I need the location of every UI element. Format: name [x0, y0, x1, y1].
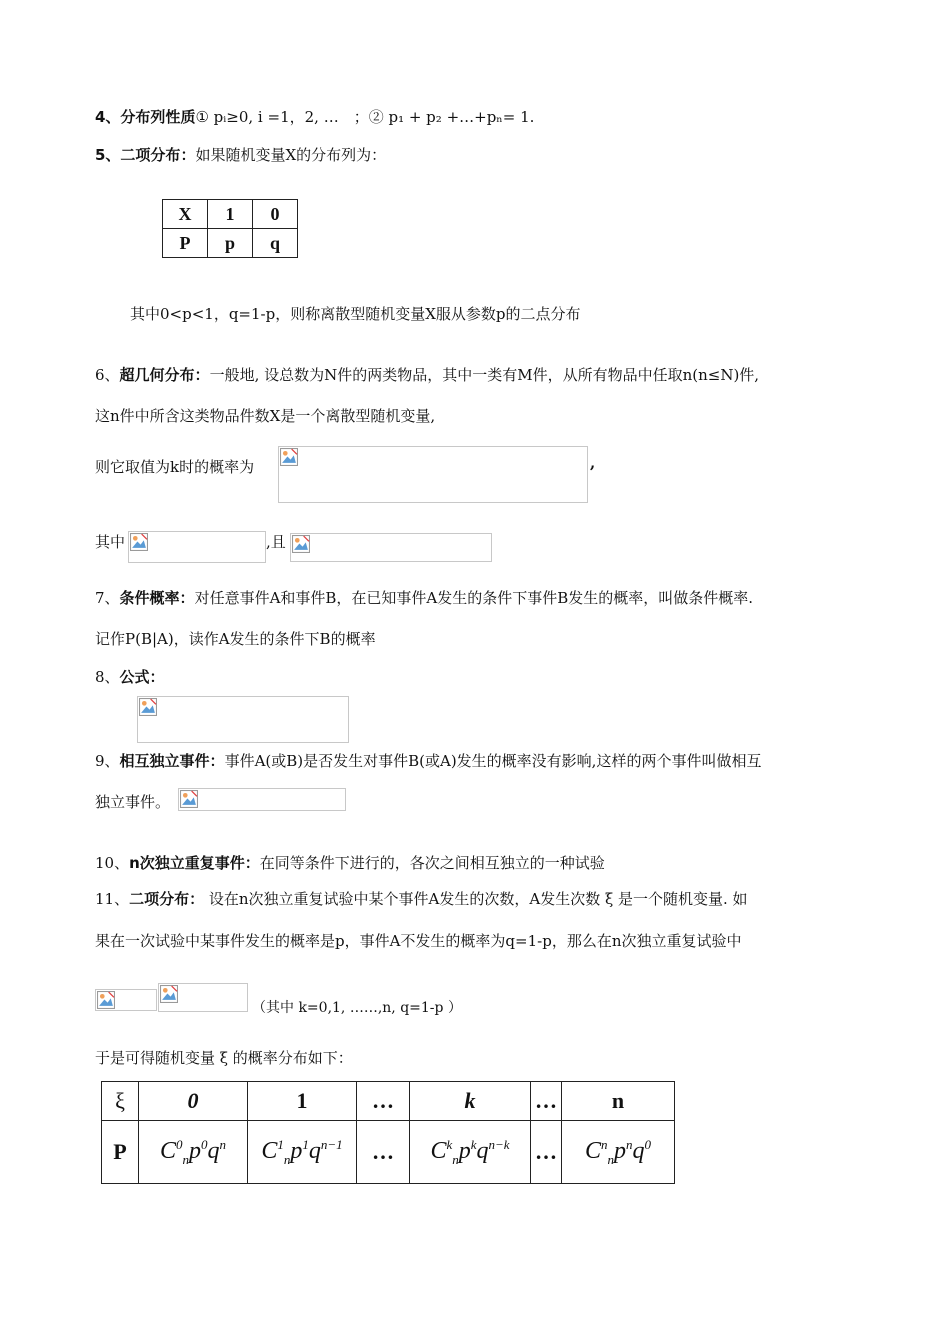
probability-formula: $C^n_np^nq^0$ [584, 1136, 651, 1167]
table-cell [139, 1121, 248, 1184]
item-5-text: 如果随机变量X的分布列为： [195, 146, 387, 164]
item-7-prefix: 7、 [95, 589, 120, 607]
item-9-line-1 [95, 750, 761, 771]
item-9-line-2: 独立事件。 [95, 793, 171, 811]
item-9-heading: 相互独立事件： [119, 752, 225, 770]
table-row [163, 200, 298, 229]
conditional-probability-formula-image [137, 696, 349, 743]
broken-image-icon [180, 790, 198, 808]
item-11-text-1: 设在n次独立重复试验中某个事件A发生的次数，A发生次数 ξ 是一个随机变量. 如 [204, 890, 748, 908]
binomial-distribution-table [101, 1081, 675, 1184]
table-cell: 1 [208, 200, 253, 229]
item-10 [95, 852, 605, 873]
item-6-comma: , [590, 454, 596, 472]
probability-formula: $C^0_np^0q^n$ [159, 1136, 226, 1167]
item-6-and: ,且 [266, 533, 286, 551]
table-cell: 0 [139, 1082, 248, 1121]
table-cell: 1 [248, 1082, 357, 1121]
item-11-line-3: （其中 k=0,1, ……,n, q=1-p ） [252, 1000, 462, 1016]
two-point-distribution-table [162, 199, 298, 258]
item-10-prefix: 10、 [95, 854, 130, 872]
item-6-prefix: 6、 [95, 366, 120, 384]
item-9-prefix: 9、 [95, 752, 120, 770]
item-7-heading: 条件概率： [119, 589, 195, 607]
table-cell: … [357, 1121, 410, 1184]
parameter-condition-image-2 [290, 533, 492, 562]
table-cell: P [163, 229, 208, 258]
table-cell [562, 1121, 675, 1184]
item-4-text: ① pᵢ≥0, i =1，2, … ；② p₁ + p₂ +…+pₙ= 1. [195, 108, 535, 126]
table-cell [248, 1121, 357, 1184]
item-6-line-2: 这n件中所含这类物品件数X是一个离散型随机变量, [95, 407, 436, 425]
broken-image-icon [292, 535, 310, 553]
broken-image-icon [130, 533, 148, 551]
item-6-where: 其中 [95, 533, 126, 551]
item-10-heading: n次独立重复事件： [129, 854, 260, 872]
table-cell: … [531, 1082, 562, 1121]
item-4 [95, 106, 534, 127]
item-6-line-1 [95, 364, 759, 385]
item-8-heading: 公式： [119, 668, 165, 686]
item-5-heading: 5、二项分布： [95, 146, 196, 164]
item-7-text-1: 对任意事件A和事件B，在已知事件A发生的条件下事件B发生的概率，叫做条件概率. [194, 589, 754, 607]
item-4-heading: 4、分布列性质 [95, 108, 196, 126]
broken-image-icon [97, 991, 115, 1009]
table-row [102, 1082, 675, 1121]
table-cell: … [357, 1082, 410, 1121]
item-7-line-2: 记作P(B|A)，读作A发生的条件下B的概率 [95, 630, 376, 648]
item-6-heading: 超几何分布： [119, 366, 210, 384]
table-cell: n [562, 1082, 675, 1121]
broken-image-icon [160, 985, 178, 1003]
item-5-note: 其中0<p<1，q=1-p，则称离散型随机变量X服从参数p的二点分布 [130, 305, 581, 323]
table-cell: 0 [253, 200, 298, 229]
parameter-condition-image-1 [128, 531, 266, 563]
item-9-text-1: 事件A(或B)是否发生对事件B(或A)发生的概率没有影响,这样的两个事件叫做相互 [224, 752, 762, 770]
table-cell: … [531, 1121, 562, 1184]
table-cell: P [102, 1121, 139, 1184]
broken-image-icon [139, 698, 157, 716]
item-7-line-1 [95, 587, 753, 608]
item-8 [95, 666, 165, 687]
probability-formula: $C^1_np^1q^{n-1}$ [261, 1136, 343, 1167]
item-8-prefix: 8、 [95, 668, 120, 686]
item-6-text-1: 一般地, 设总数为N件的两类物品，其中一类有M件，从所有物品中任取n(n≤N)件, [209, 366, 760, 384]
item-11-line-4: 于是可得随机变量 ξ 的概率分布如下： [95, 1049, 353, 1067]
item-5 [95, 144, 386, 165]
broken-image-icon [280, 448, 298, 466]
table-cell: k [410, 1082, 531, 1121]
item-6-line-3: 则它取值为k时的概率为 [95, 458, 255, 476]
table-row [102, 1121, 675, 1184]
table-cell: X [163, 200, 208, 229]
table-cell: p [208, 229, 253, 258]
table-row [163, 229, 298, 258]
table-cell [410, 1121, 531, 1184]
binomial-formula-image-2 [158, 983, 248, 1012]
item-11-line-2: 果在一次试验中某事件发生的概率是p，事件A不发生的概率为q=1-p，那么在n次独立重复试验中 [95, 932, 742, 950]
table-cell: q [253, 229, 298, 258]
hypergeometric-formula-image [278, 446, 588, 503]
binomial-formula-image-1 [95, 989, 157, 1011]
item-11-prefix: 11、 [95, 890, 130, 908]
table-cell: ξ [102, 1082, 139, 1121]
probability-formula: $C^k_np^kq^{n-k}$ [430, 1136, 510, 1167]
independent-events-formula-image [178, 788, 346, 811]
item-11-line-1 [95, 888, 748, 909]
item-11-heading: 二项分布： [129, 890, 205, 908]
item-10-text: 在同等条件下进行的，各次之间相互独立的一种试验 [259, 854, 605, 872]
